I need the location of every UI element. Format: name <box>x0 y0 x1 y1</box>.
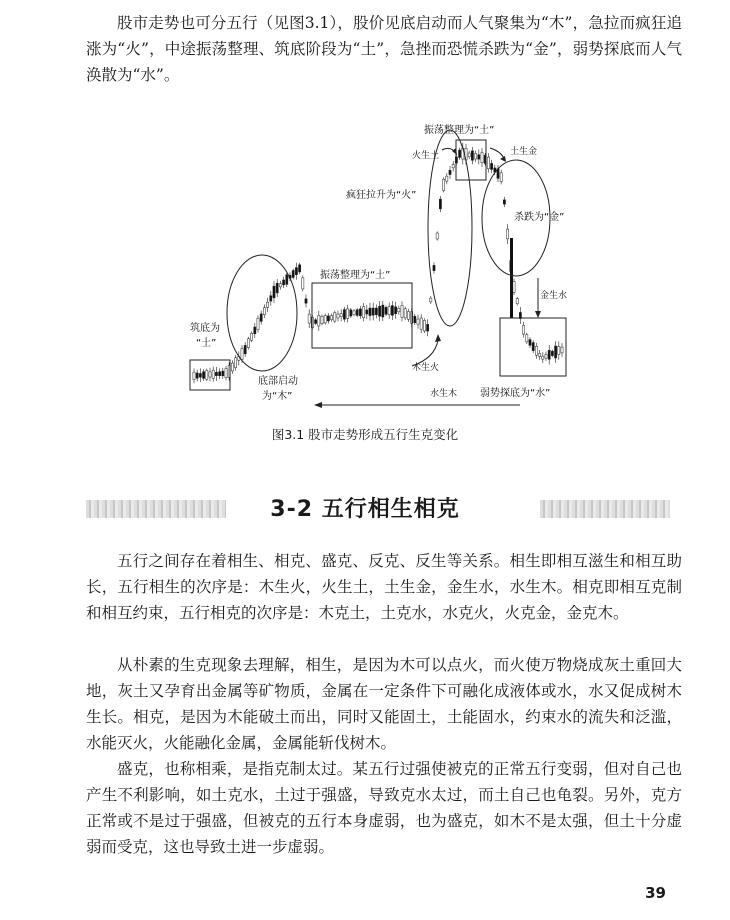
candle-body <box>241 349 243 360</box>
body-paragraph-1: 五行之间存在着相生、相克、盛克、反克、反生等关系。相生即相互滋生和相互助长，五行相生的次序是：木生火，火生土，土生金，金生水，水生木。相克即相互克制和相互约束，五行相克的次序是：木克土，土克水，水克火，火克金，金克木。 <box>86 552 682 622</box>
candle-body <box>551 351 553 356</box>
candle-body <box>267 302 269 307</box>
label-qidong-2: 为“木” <box>262 391 293 402</box>
label-mushenghuo: 木生火 <box>412 363 440 373</box>
candle-body <box>247 339 249 348</box>
candle-body <box>542 356 544 359</box>
label-qidong-1: 底部启动 <box>258 376 298 387</box>
candle-body <box>430 298 432 302</box>
candle-body <box>321 316 323 323</box>
candle-body <box>347 309 349 318</box>
candle-body <box>491 163 493 169</box>
candle-body <box>369 308 371 315</box>
candle-body <box>353 311 355 315</box>
candle-body <box>500 173 502 181</box>
consolidation-box <box>312 283 412 348</box>
candle-body <box>545 354 547 358</box>
label-shuishengmu: 水生木 <box>430 389 458 399</box>
candle-body <box>427 324 429 331</box>
candle-body <box>555 346 557 358</box>
candle-body <box>273 286 275 298</box>
candle-body <box>385 307 387 314</box>
candle-body <box>558 346 560 354</box>
label-zhendang-mid: 振荡整理为“土” <box>320 270 391 281</box>
candle-body <box>305 299 307 303</box>
candle-body <box>327 316 329 321</box>
candle-body <box>481 153 483 163</box>
label-zhuidi-2: “土” <box>196 338 217 349</box>
candle-body <box>388 307 390 315</box>
candle-body <box>468 153 470 157</box>
candle-body <box>513 281 515 292</box>
candle-body <box>212 370 214 378</box>
candle-body <box>487 157 489 169</box>
candle-body <box>375 308 377 315</box>
body-paragraph-3: 盛克，也称相乘，是指克制太过。某五行过强使被克的正常五行变弱，但对自己也产生不利影响，如土克水，土过于强盛，导致克水太过，而土自己也龟裂。另外，克方正常或不是过于强盛，但被克的五行本身虚弱，也为盛克，如木不是太强，但土十分虚弱而受克，这也导致土进一步虚弱。 <box>86 760 682 856</box>
candlestick-series <box>193 143 563 383</box>
candle-body <box>414 316 416 323</box>
label-zhuidi-1: 筑底为 <box>190 323 220 334</box>
candle-body <box>523 325 525 334</box>
intro-paragraph: 股市走势也可分五行（见图3.1），股价见底启动而人气聚集为“木”，急拉而疯狂追涨为“火”，中途振荡整理、筑底阶段为“土”，急挫而恐慌杀跌为“金”，弱势探底而人气涣散为“水”。 <box>86 14 682 84</box>
candle-body <box>420 318 422 329</box>
body-paragraph-2: 从朴素的生克现象去理解，相生，是因为木可以点火，而火使万物烧成灰土重回大地，灰土又孕育出金属等矿物质，金属在一定条件下可融化成液体或水，水又促成树木生长。相克，是因为木能破土而出，同时又能固土，土能固水，约束水的流失和泛滥，水能灭火，火能融化金属，金属能斩伐树木。 <box>86 656 682 752</box>
candle-body <box>443 179 445 190</box>
candle-body <box>276 283 278 293</box>
candle-body <box>452 165 454 168</box>
candle-body <box>283 280 285 285</box>
candle-body <box>532 343 534 351</box>
candle-body <box>219 372 221 376</box>
candle-body <box>254 327 256 334</box>
launch-ellipse <box>227 255 297 371</box>
candle-body <box>459 150 461 157</box>
candle-body <box>423 320 425 330</box>
candle-body <box>343 310 345 320</box>
label-huoshengtu: 火生土 <box>412 151 440 161</box>
candle-body <box>407 312 409 320</box>
candle-body <box>203 372 205 379</box>
candle-body <box>398 308 400 311</box>
candle-body <box>395 307 397 314</box>
candle-body <box>257 318 259 330</box>
candle-body <box>206 370 208 379</box>
candle-body <box>295 268 297 275</box>
candle-body <box>363 307 365 318</box>
candle-body <box>231 363 233 371</box>
candle-body <box>503 200 505 204</box>
figure-caption: 图3.1 股市走势形成五行生克变化 <box>271 427 459 442</box>
candle-body <box>196 373 198 378</box>
arrow-earth-to-metal <box>490 148 504 158</box>
candle-body <box>260 314 262 321</box>
candle-body <box>529 340 531 346</box>
candle-body <box>401 305 403 317</box>
candle-body <box>446 176 448 181</box>
candle-body <box>350 310 352 316</box>
candle-body <box>507 229 509 239</box>
candle-body <box>379 306 381 316</box>
candle-body <box>286 275 288 285</box>
candle-body <box>478 155 480 159</box>
candle-body <box>331 315 333 319</box>
candle-body <box>209 372 211 377</box>
candle-body <box>516 299 518 304</box>
candle-body <box>439 199 441 209</box>
label-shadie: 杀跌为“金” <box>514 212 565 223</box>
label-ruoshi: 弱势探底为“水” <box>480 388 551 399</box>
label-fengkuang: 疯狂拉升为“火” <box>346 190 417 201</box>
candle-body <box>199 373 201 377</box>
candle-body <box>433 265 435 270</box>
candle-body <box>215 372 217 375</box>
crash-candle <box>510 238 513 318</box>
candle-body <box>561 347 563 353</box>
candle-body <box>548 350 550 359</box>
label-jinshengshui: 金生水 <box>540 291 568 301</box>
candle-body <box>366 310 368 314</box>
candle-body <box>337 314 339 318</box>
candle-body <box>324 316 326 323</box>
candle-body <box>340 314 342 317</box>
candle-body <box>302 278 304 289</box>
candle-body <box>526 335 528 342</box>
candle-body <box>382 305 384 317</box>
candle-body <box>263 308 265 315</box>
candle-body <box>372 308 374 315</box>
candle-body <box>251 333 253 340</box>
label-tushengjin: 土生金 <box>510 147 538 157</box>
five-elements-chart-figure <box>150 118 580 418</box>
candle-body <box>292 270 294 277</box>
candle-body <box>308 314 310 323</box>
section-title: 3-2 五行相生相克 <box>270 497 460 522</box>
candle-body <box>471 151 473 161</box>
candle-body <box>436 233 438 239</box>
label-zhendang-top: 振荡整理为“土” <box>424 125 495 136</box>
candle-body <box>315 320 317 324</box>
candle-body <box>193 372 195 379</box>
candle-body <box>417 319 419 324</box>
candle-body <box>535 346 537 355</box>
candle-body <box>318 316 320 326</box>
candle-body <box>391 306 393 316</box>
candle-body <box>404 309 406 318</box>
candle-body <box>449 170 451 174</box>
candle-body <box>475 154 477 159</box>
candle-body <box>235 358 237 368</box>
candle-body <box>270 296 272 301</box>
candle-body <box>244 345 246 353</box>
candle-body <box>222 371 224 376</box>
candle-body <box>334 312 336 321</box>
candle-body <box>356 310 358 316</box>
candle-body <box>279 284 281 287</box>
candle-body <box>225 369 227 378</box>
candle-body <box>299 265 301 272</box>
candle-body <box>539 353 541 356</box>
candle-body <box>359 309 361 316</box>
page-number: 39 <box>645 884 666 902</box>
